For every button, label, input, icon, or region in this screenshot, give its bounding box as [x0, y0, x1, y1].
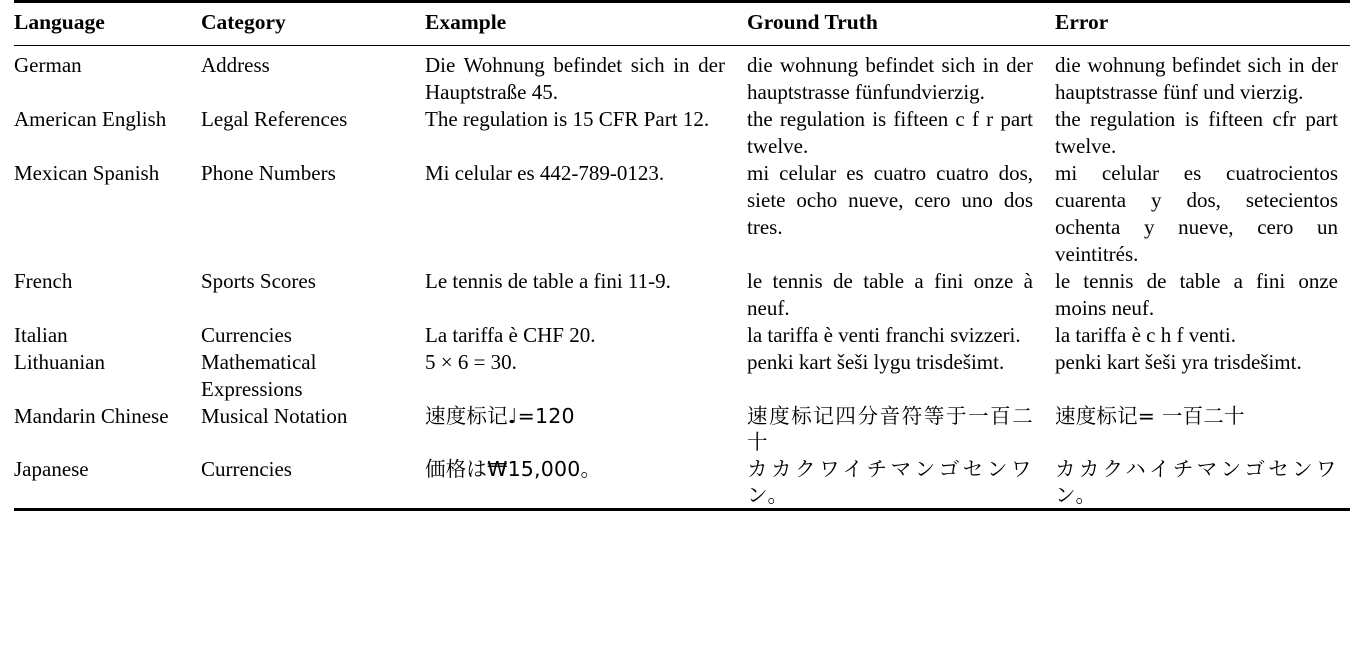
table-row	[14, 403, 1344, 456]
cell-text-category: Musical Notation	[201, 404, 348, 429]
cell-language	[14, 268, 201, 322]
cell-text-ground_truth: mi celular es cuatro cuatro dos, siete ocho nueve, cero uno dos tres.	[747, 161, 1033, 240]
cell-error	[1055, 106, 1344, 160]
cell-ground_truth	[747, 52, 1055, 106]
cell-error	[1055, 268, 1344, 322]
cell-text-category: Mathematical Expressions	[201, 350, 317, 402]
cell-example	[425, 160, 747, 268]
cell-language	[14, 106, 201, 160]
table-row	[14, 456, 1344, 509]
cell-category	[201, 322, 425, 349]
cell-error	[1055, 349, 1344, 403]
cell-text-language: Mandarin Chinese	[14, 404, 169, 429]
cell-example	[425, 322, 747, 349]
cell-language	[14, 403, 201, 456]
table-row	[14, 322, 1344, 349]
table-mid-rule	[14, 45, 1350, 46]
column-header-example: Example	[425, 10, 507, 34]
cell-text-error: カカクハイチマンゴセンワン。	[1055, 456, 1338, 507]
cell-ground_truth	[747, 403, 1055, 456]
cell-text-example: 速度标记♩=120	[425, 404, 575, 429]
cell-ground_truth	[747, 349, 1055, 403]
cell-text-language: Japanese	[14, 456, 89, 481]
cell-text-category: Currencies	[201, 323, 292, 348]
cell-text-example: 価格は₩15,000。	[425, 456, 602, 481]
cell-text-example: Die Wohnung befindet sich in der Hauptstraße 45.	[425, 53, 725, 105]
cell-example	[425, 52, 747, 106]
cell-text-language: Mexican Spanish	[14, 161, 160, 186]
cell-category	[201, 349, 425, 403]
cell-text-example: 5 × 6 = 30.	[425, 350, 517, 375]
cell-ground_truth	[747, 160, 1055, 268]
cell-text-ground_truth: 速度标记四分音符等于一百二十	[747, 404, 1033, 455]
cell-ground_truth	[747, 456, 1055, 509]
cell-text-ground_truth: the regulation is fifteen c f r part twelve.	[747, 107, 1033, 159]
cell-text-error: penki kart šeši yra trisdešimt.	[1055, 350, 1302, 375]
cell-example	[425, 106, 747, 160]
cell-text-ground_truth: penki kart šeši lygu trisdešimt.	[747, 350, 1005, 375]
cell-text-example: Le tennis de table a fini 11-9.	[425, 269, 671, 294]
table-bottom-rule	[14, 508, 1350, 511]
cell-text-ground_truth: die wohnung befindet sich in der hauptstrasse fünfundvierzig.	[747, 53, 1033, 105]
cell-text-ground_truth: le tennis de table a fini onze à neuf.	[747, 269, 1033, 321]
table-row	[14, 349, 1344, 403]
cell-text-category: Phone Numbers	[201, 161, 336, 186]
cell-category	[201, 106, 425, 160]
column-header-ground-truth: Ground Truth	[747, 10, 878, 34]
cell-text-language: Italian	[14, 323, 68, 348]
cell-text-error: the regulation is fifteen cfr part twelve.	[1055, 107, 1338, 159]
cell-language	[14, 160, 201, 268]
cell-error	[1055, 160, 1344, 268]
cell-language	[14, 52, 201, 106]
cell-text-language: German	[14, 53, 82, 78]
cell-error	[1055, 52, 1344, 106]
cell-text-language: Lithuanian	[14, 350, 105, 375]
column-header-error: Error	[1055, 10, 1109, 34]
cell-text-error: le tennis de table a fini onze moins neuf.	[1055, 269, 1338, 321]
table-header	[14, 9, 1344, 35]
table-row	[14, 52, 1344, 106]
table-row	[14, 160, 1344, 268]
examples-table-body	[14, 52, 1344, 508]
cell-error	[1055, 403, 1344, 456]
cell-example	[425, 456, 747, 509]
cell-example	[425, 268, 747, 322]
cell-text-language: French	[14, 269, 73, 294]
table-top-rule	[14, 0, 1350, 3]
cell-error	[1055, 322, 1344, 349]
cell-category	[201, 268, 425, 322]
cell-error	[1055, 456, 1344, 509]
cell-text-language: American English	[14, 107, 167, 132]
cell-text-error: la tariffa è c h f venti.	[1055, 323, 1236, 348]
cell-language	[14, 456, 201, 509]
cell-category	[201, 52, 425, 106]
table-row	[14, 106, 1344, 160]
cell-language	[14, 349, 201, 403]
header-spacer	[0, 35, 1364, 45]
cell-text-category: Currencies	[201, 456, 292, 481]
cell-category	[201, 160, 425, 268]
cell-text-category: Sports Scores	[201, 269, 316, 294]
header-row	[14, 9, 1344, 35]
cell-ground_truth	[747, 106, 1055, 160]
cell-text-category: Address	[201, 53, 270, 78]
cell-example	[425, 349, 747, 403]
column-header-language: Language	[14, 10, 105, 34]
cell-ground_truth	[747, 268, 1055, 322]
cell-text-error: mi celular es cuatrocientos cuarenta y dos, setecientos ochenta y nueve, cero un veintitrés.	[1055, 161, 1338, 267]
cell-category	[201, 456, 425, 509]
examples-table	[14, 9, 1344, 35]
cell-text-ground_truth: la tariffa è venti franchi svizzeri.	[747, 323, 1021, 348]
cell-category	[201, 403, 425, 456]
cell-language	[14, 322, 201, 349]
cell-text-ground_truth: カカクワイチマンゴセンワン。	[747, 456, 1033, 507]
cell-text-error: die wohnung befindet sich in der hauptstrasse fünf und vierzig.	[1055, 53, 1338, 105]
table-row	[14, 268, 1344, 322]
cell-text-error: 速度标记= 一百二十	[1055, 404, 1245, 429]
cell-example	[425, 403, 747, 456]
cell-text-example: Mi celular es 442-789-0123.	[425, 161, 665, 186]
cell-text-category: Legal References	[201, 107, 348, 132]
cell-text-example: La tariffa è CHF 20.	[425, 323, 596, 348]
cell-text-example: The regulation is 15 CFR Part 12.	[425, 107, 710, 132]
table-body	[14, 52, 1344, 508]
column-header-category: Category	[201, 10, 286, 34]
cell-ground_truth	[747, 322, 1055, 349]
